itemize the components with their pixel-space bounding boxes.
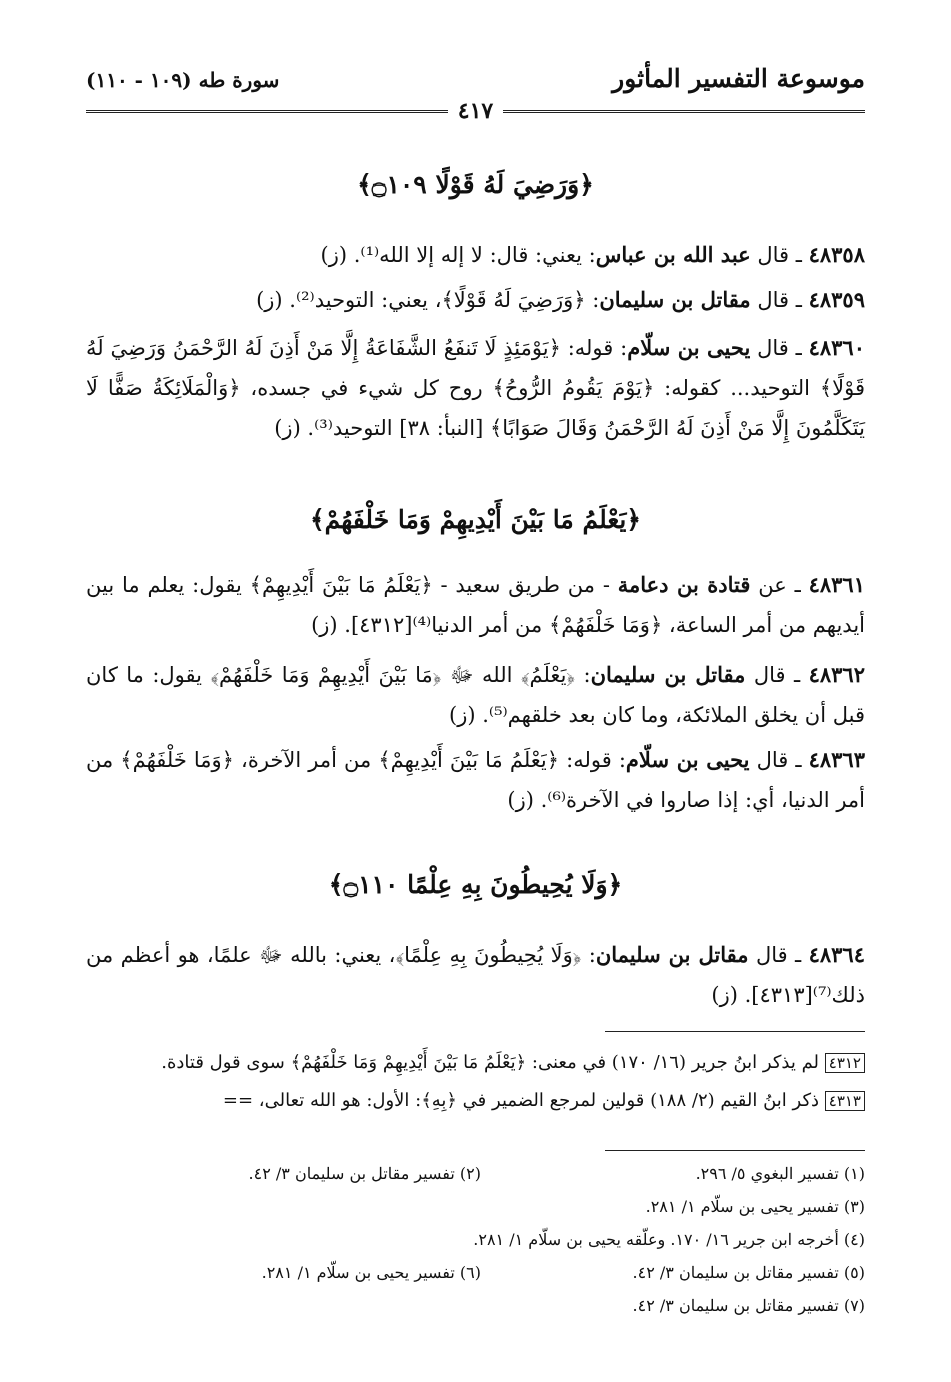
narration-text: يعني: قال: لا إله إلا الله⁽¹⁾. (ز) (320, 243, 582, 267)
footnote-6: (٦) تفسير يحيى بن سلّام ١/ ٢٨١. (261, 1263, 481, 1282)
commentary-box-number: ٤٣١٣ (825, 1091, 865, 1111)
said-label: قال (753, 663, 786, 687)
commentary-box-number: ٤٣١٢ (825, 1053, 865, 1073)
sura-label: سورة طه (١٠٩ - ١١٠) (86, 68, 280, 92)
footnote-3: (٣) تفسير يحيى بن سلّام ١/ ٢٨١. (645, 1197, 865, 1216)
narration-48362: ٤٨٣٦٢ ـ قال مقاتل بن سليمان: ﴿يَعْلَمُ﴾ الله ﷻ ﴿مَا بَيْنَ أَيْدِيهِمْ وَمَا خَلْفَهُمْ﴾ يقول: ما كان قبل أن يخلق الملائكة، وما كان بعد خلقهم⁽⁵⁾. (ز) (86, 662, 865, 727)
running-header (86, 60, 865, 124)
commentary-text: ذكر ابنُ القيم (٢/ ١٨٨) قولين لمرجع الضمير في ﴿بِهِ﴾: الأول: هو الله تعالى، == (222, 1090, 820, 1111)
narration-48364: ٤٨٣٦٤ ـ قال مقاتل بن سليمان: ﴿وَلَا يُحِيطُونَ بِهِ عِلْمًا﴾، يعني: بالله ﷻ علمًا، هو أعظم من ذلك⁽⁷⁾[٤٣١٣]. (ز) (86, 942, 865, 1007)
from-label: عن (758, 573, 787, 597)
narrator-name: مقاتل بن سليمان (590, 662, 746, 687)
narration-48358: ٤٨٣٥٨ ـ قال عبد الله بن عباس: يعني: قال: لا إله إلا الله⁽¹⁾. (ز) (320, 242, 865, 267)
narration-text: - من طريق سعيد - ﴿يَعْلَمُ مَا بَيْنَ أَيْدِيهِمْ﴾ يقول: يعلم ما بين أيديهم من أمر الساعة، ﴿وَمَا خَلْفَهُمْ﴾ من أمر الدنيا⁽⁴⁾[٤٣١٢]. (ز) (86, 573, 865, 637)
narration-number: ٤٨٣٦٠ (808, 335, 865, 360)
verse-heading: ﴿يَعْلَمُ مَا بَيْنَ أَيْدِيهِمْ وَمَا خَلْفَهُمْ﴾ (309, 505, 642, 534)
said-label: قال (757, 288, 790, 312)
narration-48360: ٤٨٣٦٠ ـ قال يحيى بن سلّام: قوله: ﴿يَوْمَئِذٍ لَا تَنفَعُ الشَّفَاعَةُ إِلَّا مَنْ أَذِنَ لَهُ الرَّحْمَنُ وَرَضِيَ لَهُ قَوْلًا﴾ التوحيد... كقوله: ﴿يَوْمَ يَقُومُ الرُّوحُ﴾ روح كل شيء في جسده، ﴿وَالْمَلَائِكَةُ صَفًّا لَا يَتَكَلَّمُونَ إِلَّا مَنْ أَذِنَ لَهُ الرَّحْمَنُ وَقَالَ صَوَابًا﴾ [النبأ: ٣٨] التوحيد⁽³⁾. (ز) (86, 335, 865, 440)
narration-48361: ٤٨٣٦١ ـ عن قتادة بن دعامة - من طريق سعيد - ﴿يَعْلَمُ مَا بَيْنَ أَيْدِيهِمْ﴾ يقول: يعلم ما بين أيديهم من أمر الساعة، ﴿وَمَا خَلْفَهُمْ﴾ من أمر الدنيا⁽⁴⁾[٤٣١٢]. (ز) (86, 572, 865, 637)
narrator-name: مقاتل بن سليمان (599, 287, 751, 312)
narration-48363: ٤٨٣٦٣ ـ قال يحيى بن سلّام: قوله: ﴿يَعْلَمُ مَا بَيْنَ أَيْدِيهِمْ﴾ من أمر الآخرة، ﴿وَمَا خَلْفَهُمْ﴾ من أمر الدنيا، أي: إذا صاروا في الآخرة⁽⁶⁾. (ز) (86, 747, 865, 812)
narration-number: ٤٨٣٦٤ (808, 942, 865, 967)
footnote-7: (٧) تفسير مقاتل بن سليمان ٣/ ٤٢. (632, 1296, 865, 1315)
footnote-4: (٤) أخرجه ابن جرير ١٦/ ١٧٠. وعلّقه يحيى بن سلّام ١/ ٢٨١. (473, 1230, 865, 1249)
said-label: قال (757, 336, 789, 360)
narrator-name: قتادة بن دعامة (617, 572, 751, 597)
narrator-name: عبد الله بن عباس (595, 242, 751, 267)
footnote-2: (٢) تفسير مقاتل بن سليمان ٣/ ٤٢. (248, 1164, 481, 1183)
narration-number: ٤٨٣٥٩ (808, 287, 865, 312)
commentary-separator (605, 1031, 865, 1032)
said-label: قال (756, 748, 789, 772)
said-label: قال (757, 243, 790, 267)
narration-number: ٤٨٣٦١ (808, 572, 865, 597)
commentary-4312 (50, 1050, 865, 1076)
commentary-4313 (50, 1088, 865, 1114)
footnote-5: (٥) تفسير مقاتل بن سليمان ٣/ ٤٢. (632, 1263, 865, 1282)
narration-text: قوله: ﴿يَوْمَئِذٍ لَا تَنفَعُ الشَّفَاعَةُ إِلَّا مَنْ أَذِنَ لَهُ الرَّحْمَنُ وَرَضِيَ لَهُ قَوْلًا﴾ التوحيد... كقوله: ﴿يَوْمَ يَقُومُ الرُّوحُ﴾ روح كل شيء في جسده، ﴿وَالْمَلَائِكَةُ صَفًّا لَا يَتَكَلَّمُونَ إِلَّا مَنْ أَذِنَ لَهُ الرَّحْمَنُ وَقَالَ صَوَابًا﴾ [النبأ: ٣٨] التوحيد⁽³⁾. (ز) (86, 336, 865, 440)
narration-number: ٤٨٣٦٢ (808, 662, 865, 687)
narrator-name: يحيى بن سلّام (625, 747, 750, 772)
footnote-separator (605, 1150, 865, 1151)
narration-48359: ٤٨٣٥٩ ـ قال مقاتل بن سليمان: ﴿وَرَضِيَ لَهُ قَوْلًا﴾، يعني: التوحيد⁽²⁾. (ز) (256, 287, 865, 312)
verse-heading: ﴿وَلَا يُحِيطُونَ بِهِ عِلْمًا ۝١١٠﴾ (328, 870, 623, 899)
page-number-wrap (86, 98, 865, 124)
narration-text: ﴿وَلَا يُحِيطُونَ بِهِ عِلْمًا﴾، يعني: بالله ﷻ علمًا، هو أعظم من ذلك⁽⁷⁾[٤٣١٣]. (ز) (86, 943, 865, 1007)
footnote-1: (١) تفسير البغوي ٥/ ٢٩٦. (695, 1164, 865, 1183)
narration-text: ﴿وَرَضِيَ لَهُ قَوْلًا﴾، يعني: التوحيد⁽²⁾. (ز) (256, 288, 586, 312)
book-title: موسوعة التفسير المأثور (612, 64, 865, 93)
page-number: ٤١٧ (448, 98, 503, 124)
narration-text: ﴿يَعْلَمُ﴾ الله ﷻ ﴿مَا بَيْنَ أَيْدِيهِمْ وَمَا خَلْفَهُمْ﴾ يقول: ما كان قبل أن يخلق الملائكة، وما كان بعد خلقهم⁽⁵⁾. (ز) (86, 663, 865, 727)
narration-number: ٤٨٣٦٣ (808, 747, 865, 772)
narration-text: قوله: ﴿يَعْلَمُ مَا بَيْنَ أَيْدِيهِمْ﴾ من أمر الآخرة، ﴿وَمَا خَلْفَهُمْ﴾ من أمر الدنيا، أي: إذا صاروا في الآخرة⁽⁶⁾. (ز) (86, 748, 865, 812)
commentary-text: لم يذكر ابنُ جرير (١٦/ ١٧٠) في معنى: ﴿يَعْلَمُ مَا بَيْنَ أَيْدِيهِمْ وَمَا خَلْفَهُمْ﴾ سوى قول قتادة. (161, 1052, 820, 1073)
verse-heading: ﴿وَرَضِيَ لَهُ قَوْلًا ۝١٠٩﴾ (357, 170, 594, 199)
said-label: قال (755, 943, 788, 967)
narration-number: ٤٨٣٥٨ (808, 242, 865, 267)
narrator-name: مقاتل بن سليمان (595, 942, 749, 967)
narrator-name: يحيى بن سلّام (627, 335, 751, 360)
